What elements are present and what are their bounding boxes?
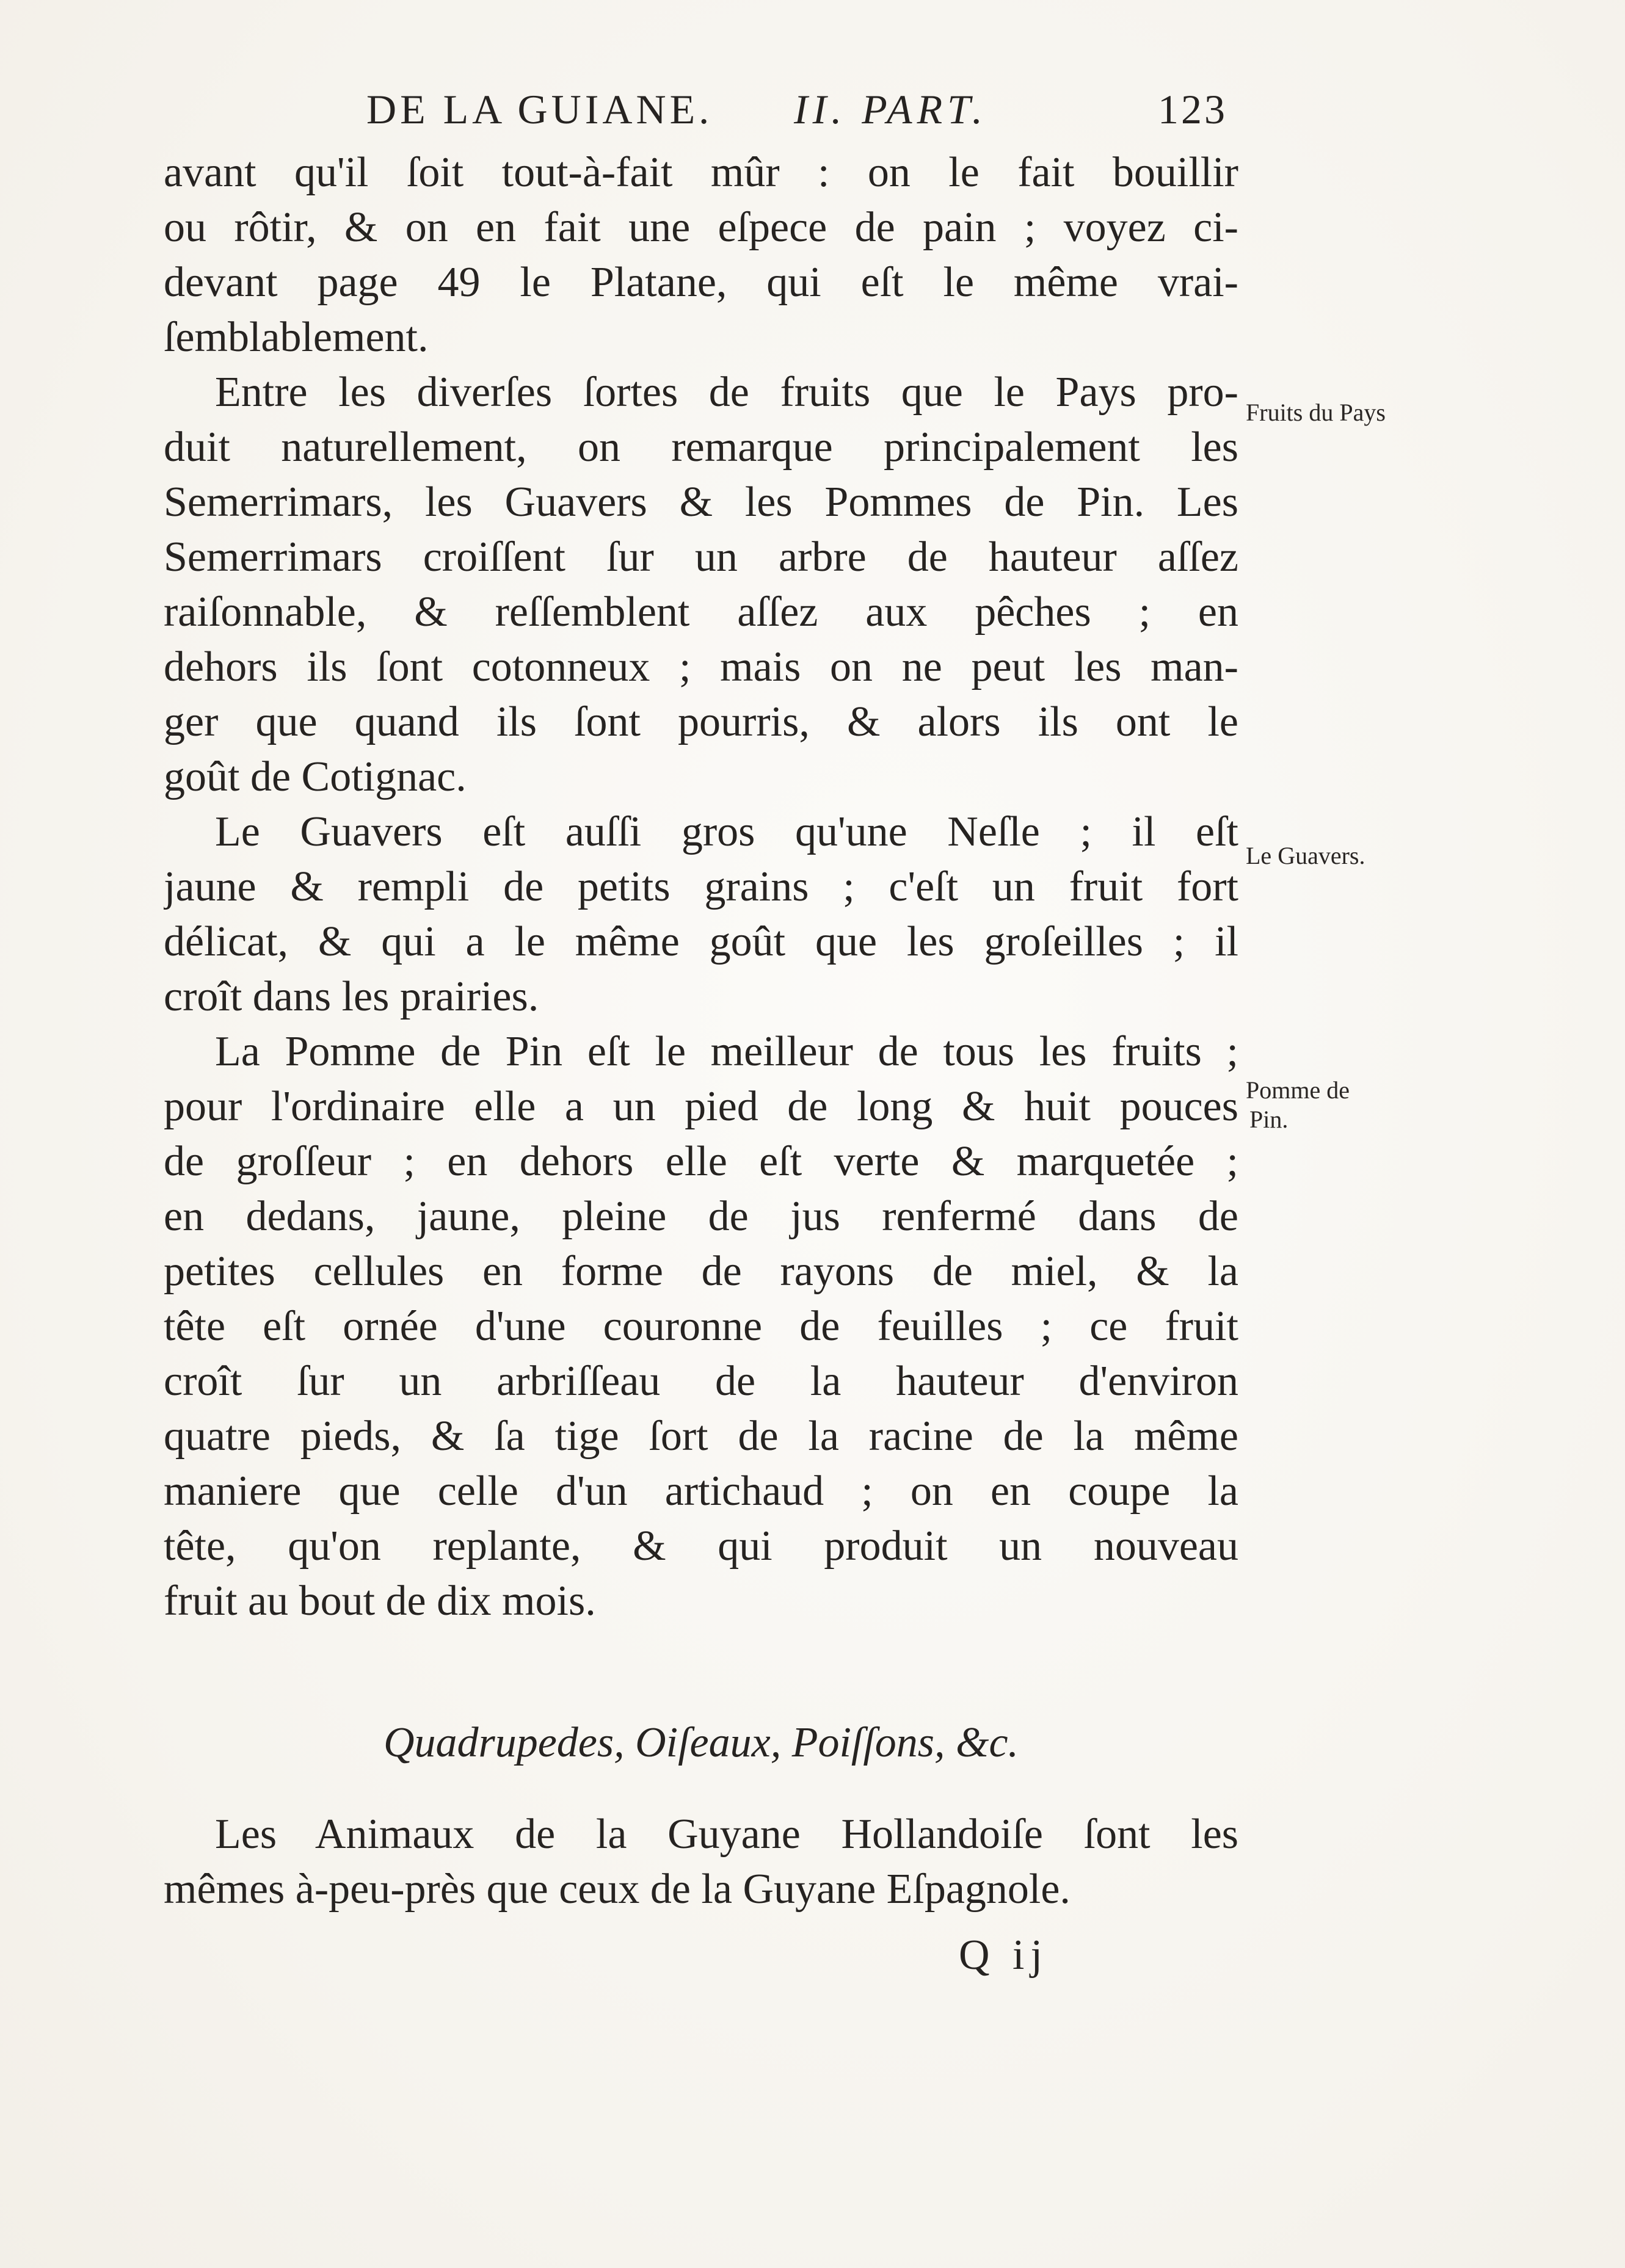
margin-note-pomme-de-pin: [1246, 1076, 1429, 1134]
signature-mark: Q ij: [959, 1932, 1049, 1979]
margin-note-fruits: [1246, 398, 1429, 427]
running-head-part: II. PART.: [794, 86, 987, 132]
text-line: croît ſur un arbriſſeau de la hauteur d'environ: [164, 1358, 1238, 1405]
margin-note-guavers: [1246, 841, 1429, 871]
text-line: ſemblablement.: [164, 314, 429, 361]
running-head-title: DE LA GUIANE.: [366, 86, 713, 132]
text-line: Entre les diverſes ſortes de fruits que le Pays pro-: [215, 369, 1238, 416]
margin-note-line: Le Guavers.: [1246, 842, 1365, 869]
section-heading: Quadrupedes, Oiſeaux, Poiſſons, &c.: [383, 1719, 1019, 1766]
text-after-heading: [164, 1807, 1238, 1917]
text-line: maniere que celle d'un artichaud ; on en coupe la: [164, 1468, 1238, 1515]
text-line: ger que quand ils ſont pourris, & alors ils ont le: [164, 698, 1238, 745]
margin-note-line: Fruits du Pays: [1246, 399, 1386, 426]
text-line: La Pomme de Pin eſt le meilleur de tous les fruits ;: [215, 1028, 1238, 1075]
text-line: goût de Cotignac.: [164, 753, 467, 800]
text-line: raiſonnable, & reſſemblent aſſez aux pêches ; en: [164, 589, 1238, 636]
text-line: fruit au bout de dix mois.: [164, 1578, 596, 1625]
text-line: mêmes à-peu-près que ceux de la Guyane Eſpagnole.: [164, 1866, 1071, 1913]
text-line: tête, qu'on replante, & qui produit un nouveau: [164, 1523, 1238, 1570]
text-line: délicat, & qui a le même goût que les groſeilles ; il: [164, 918, 1238, 965]
text-line: Semerrimars croiſſent ſur un arbre de hauteur aſſez: [164, 534, 1238, 581]
running-head: [366, 85, 1240, 147]
text-line: ou rôtir, & on en fait une eſpece de pain ; voyez ci-: [164, 204, 1238, 251]
text-line: devant page 49 le Platane, qui eſt le même vrai-: [164, 259, 1238, 306]
text-line: Semerrimars, les Guavers & les Pommes de Pin. Les: [164, 479, 1238, 526]
text-line: quatre pieds, & ſa tige ſort de la racine de la même: [164, 1413, 1238, 1460]
text-line: petites cellules en forme de rayons de miel, & la: [164, 1248, 1238, 1295]
text-line: duit naturellement, on remarque principalement les: [164, 424, 1238, 471]
main-text: [164, 145, 1238, 1629]
text-line: Les Animaux de la Guyane Hollandoiſe ſont les: [215, 1811, 1238, 1858]
text-line: de groſſeur ; en dehors elle eſt verte & marquetée ;: [164, 1138, 1238, 1185]
text-line: tête eſt ornée d'une couronne de feuilles ; ce fruit: [164, 1303, 1238, 1350]
text-line: avant qu'il ſoit tout-à-fait mûr : on le fait bouillir: [164, 149, 1238, 196]
margin-note-line: Pomme de: [1246, 1076, 1350, 1104]
text-line: croît dans les prairies.: [164, 973, 539, 1020]
text-line: en dedans, jaune, pleine de jus renfermé dans de: [164, 1193, 1238, 1240]
margin-note-line: Pin.: [1249, 1106, 1289, 1133]
text-line: pour l'ordinaire elle a un pied de long & huit pouces: [164, 1083, 1238, 1130]
text-line: jaune & rempli de petits grains ; c'eſt un fruit fort: [164, 863, 1238, 910]
text-line: dehors ils ſont cotonneux ; mais on ne peut les man-: [164, 643, 1238, 690]
page-number: 123: [1158, 86, 1227, 132]
text-line: Le Guavers eſt auſſi gros qu'une Neſle ; il eſt: [215, 808, 1238, 855]
